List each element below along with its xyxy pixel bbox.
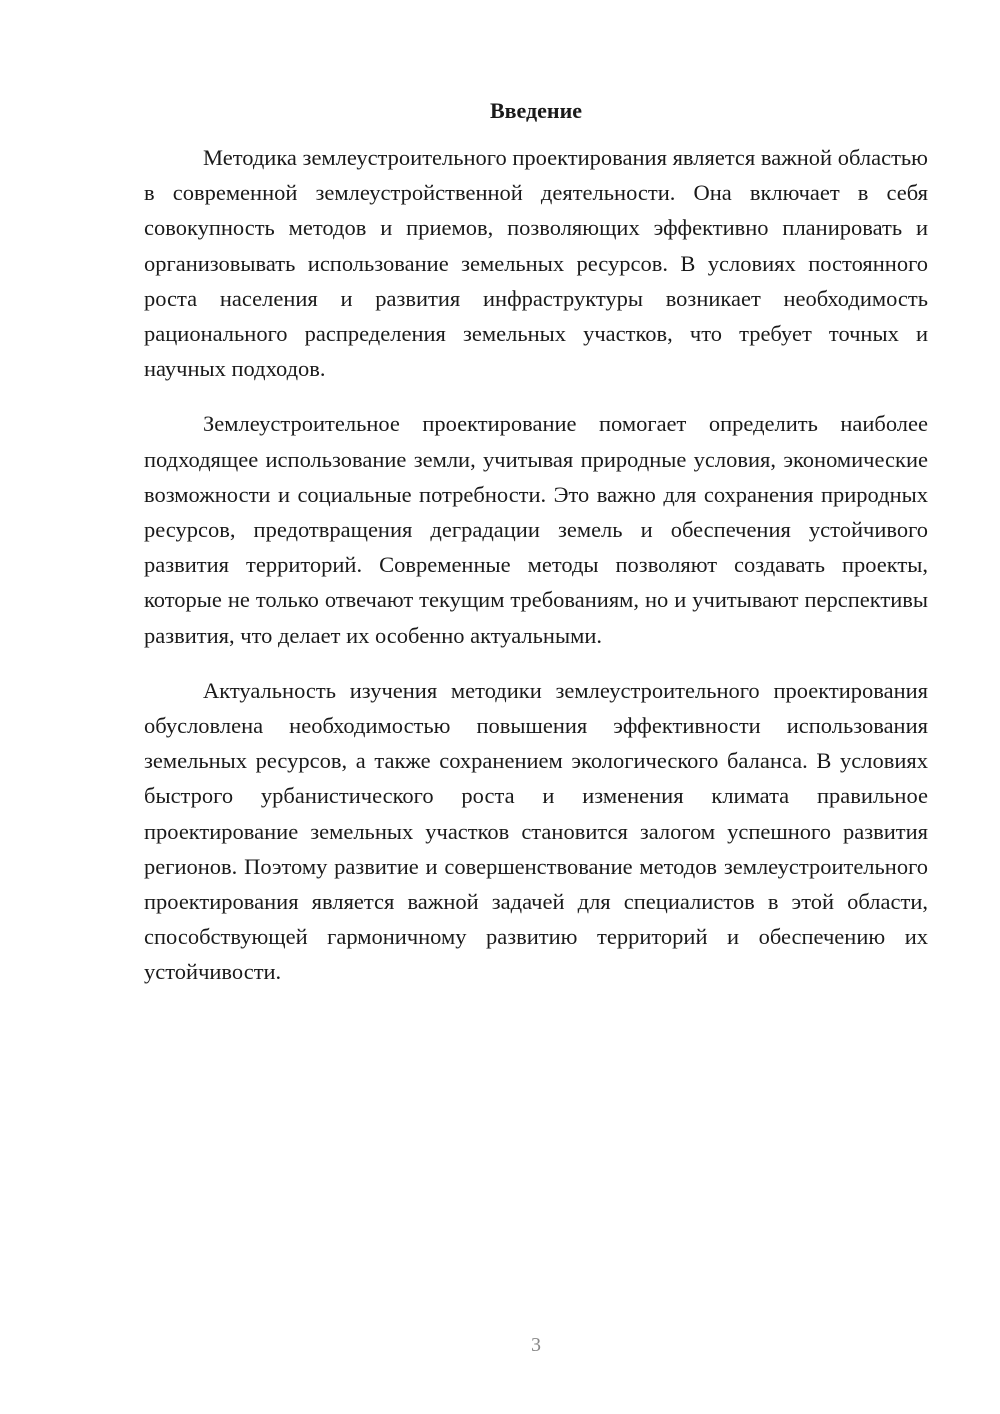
page-number: 3 <box>531 1334 541 1356</box>
paragraph-1: Методика землеустроительного проектирования является важной областью в современной землеустройственной деятельности. Она включает в себя совокупность методов и приемов, позволяющих эффективно планировать и организовывать использование земельных ресурсов. В условиях постоянного роста населения и развития инфраструктуры возникает необходимость рационального распределения земельных участков, что требует точных и научных подходов. <box>144 145 928 382</box>
paragraph-2: Землеустроительное проектирование помогает определить наиболее подходящее использование земли, учитывая природные условия, экономические возможности и социальные потребности. Это важно для сохранения природных ресурсов, предотвращения деградации земель и обеспечения устойчивого развития территорий. Современные методы позволяют создавать проекты, которые не только отвечают текущим требованиям, но и учитывают перспективы развития, что делает их особенно актуальными. <box>144 411 928 648</box>
paragraph-3: Актуальность изучения методики землеустроительного проектирования обусловлена необходимостью повышения эффективности использования земельных ресурсов, а также сохранением экологического баланса. В условиях быстрого урбанистического роста и изменения климата правильное проектирование земельных участков становится залогом успешного развития регионов. Поэтому развитие и совершенствование методов землеустроительного проектирования является важной задачей для специалистов в этой области, способствующей гармоничному развитию территорий и обеспечению их устойчивости. <box>144 677 928 985</box>
page-content <box>144 96 928 1010</box>
section-title: Введение <box>489 98 583 123</box>
